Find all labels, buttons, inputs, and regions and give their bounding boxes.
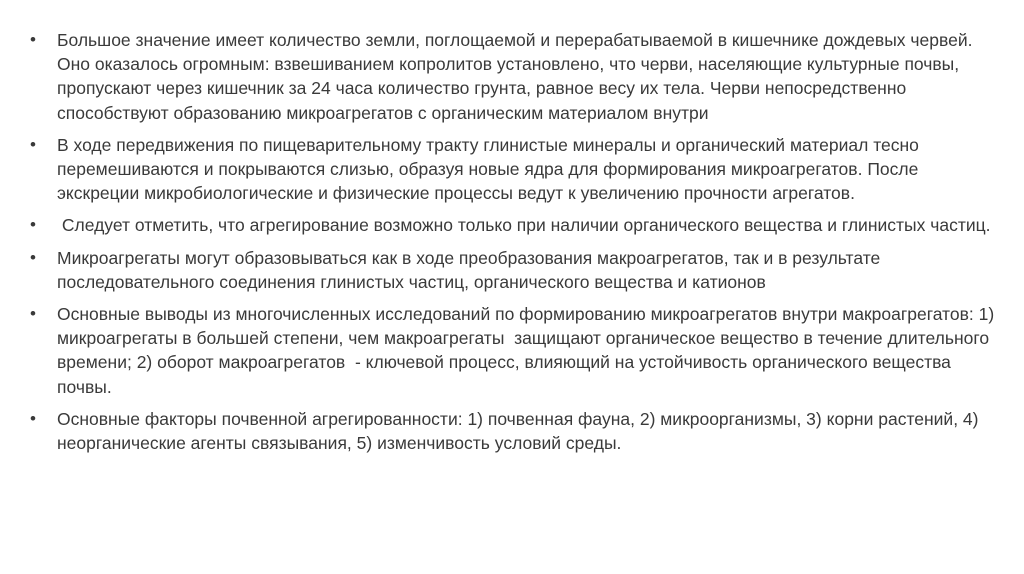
bullet-text: Основные факторы почвенной агрегированности: 1) почвенная фауна, 2) микроорганизмы, 3) корни растений, 4) неорганические агенты связывания, 5) изменчивость условий среды.: [57, 408, 979, 454]
bullet-dot: •: [30, 134, 36, 154]
bullet-dot: •: [30, 247, 36, 267]
bullet-text: Большое значение имеет количество земли, поглощаемой и перерабатываемой в кишечнике дождевых червей. Оно оказалось огромным: взвешиванием копролитов установлено, что черви, населяющие культурные почвы, пропускают через кишечник за 24 часа количество грунта, равное весу их тела. Черви непосредственно способствуют образованию микроагрегатов с органическим материалом внутри: [57, 30, 978, 123]
bullet-text: Следует отметить, что агрегирование возможно только при наличии органического вещества и глинистых частиц.: [57, 215, 991, 236]
bullet-item-earthworms: [30, 28, 1000, 125]
bullet-list: [30, 28, 1000, 463]
bullet-item-aggregation-condition: [30, 213, 1000, 237]
bullet-item-aggregation-factors: [30, 407, 1000, 455]
bullet-dot: •: [30, 304, 36, 324]
bullet-item-microaggregate-formation: [30, 246, 1000, 294]
bullet-text: Основные выводы из многочисленных исследований по формированию микроагрегатов внутри макроагрегатов: 1) микроагрегаты в большей степени, чем макроагрегаты защищают органическое вещество в течение длительного времени; 2) оборот макроагрегатов - ключевой процесс, влияющий на устойчивость органического вещества почвы.: [57, 304, 1000, 397]
bullet-text: В ходе передвижения по пищеварительному тракту глинистые минералы и органический материал тесно перемешиваются и покрываются слизью, образуя новые ядра для формирования микроагрегатов. После экскреции микробиологические и физические процессы ведут к увеличению прочности агрегатов.: [57, 134, 919, 204]
bullet-item-main-conclusions: [30, 302, 1000, 399]
bullet-text: Микроагрегаты могут образовываться как в ходе преобразования макроагрегатов, так и в результате последовательного соединения глинистых частиц, органического вещества и катионов: [57, 247, 881, 292]
bullet-dot: •: [30, 30, 36, 49]
bullet-dot: •: [30, 215, 36, 235]
bullet-item-digestive-tract: [30, 133, 1000, 206]
bullet-dot: •: [30, 408, 36, 428]
